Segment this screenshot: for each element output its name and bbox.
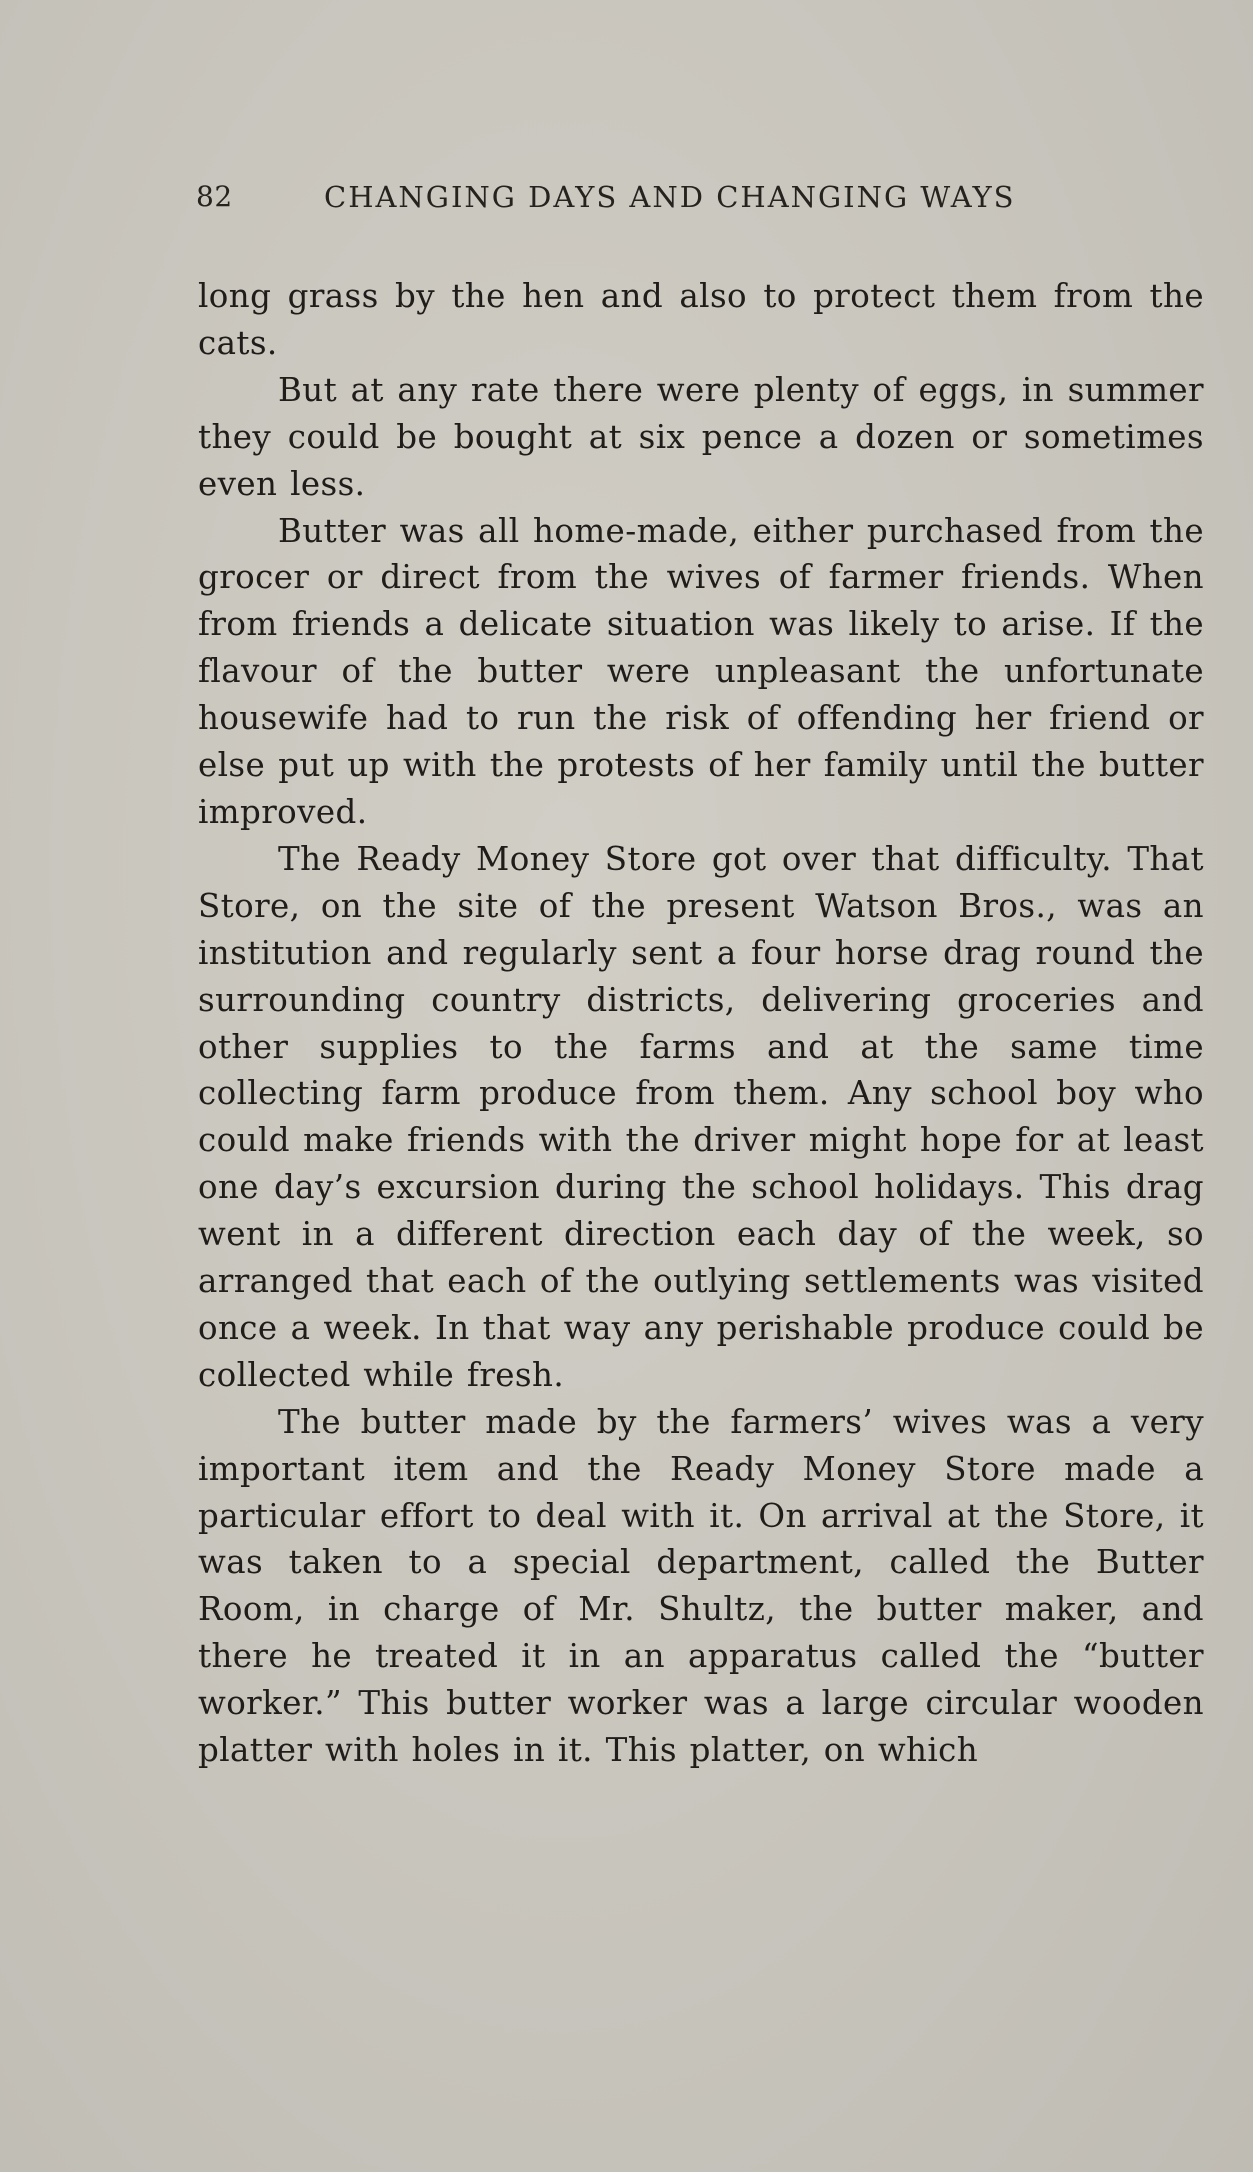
paragraph-eggs: But at any rate there were plenty of eggs, in summer they could be bought at six pence a dozen or sometimes even less.: [198, 370, 1204, 503]
paragraph-ready-money-store: The Ready Money Store got over that difficulty. That Store, on the site of the present Watson Bros., was an institution and regularly sent a four horse drag round the surrounding country districts, delivering groceries and other supplies to the farms and at the same time collecting farm produce from them. Any school boy who could make friends with the driver might hope for at least one day’s excursion during the school holidays. This drag went in a different direction each day of the week, so arranged that each of the outlying settlements was visited once a week. In that way any perishable produce could be collected while fresh.: [198, 839, 1204, 1394]
paragraph-continuation: long grass by the hen and also to protect them from the cats.: [198, 277, 1204, 362]
running-title: CHANGING DAYS AND CHANGING WAYS: [324, 180, 1016, 214]
running-head: [196, 178, 1076, 222]
page-number: 82: [196, 180, 233, 213]
paragraph-butter-home-made: Butter was all home-made, either purchased from the grocer or direct from the wives of farmer friends. When from friends a delicate situation was likely to arise. If the flavour of the butter were unpleasant the unfortunate housewife had to run the risk of offending her friend or else put up with the protests of her family until the butter improved.: [198, 511, 1204, 831]
paragraph-butter-worker: The butter made by the farmers’ wives was a very important item and the Ready Money Store made a particular effort to deal with it. On arrival at the Store, it was taken to a special department, called the Butter Room, in charge of Mr. Shultz, the butter maker, and there he treated it in an apparatus called the “butter worker.” This butter worker was a large circular wooden platter with holes in it. This platter, on which: [198, 1402, 1204, 1770]
body-text: [198, 273, 1204, 1774]
